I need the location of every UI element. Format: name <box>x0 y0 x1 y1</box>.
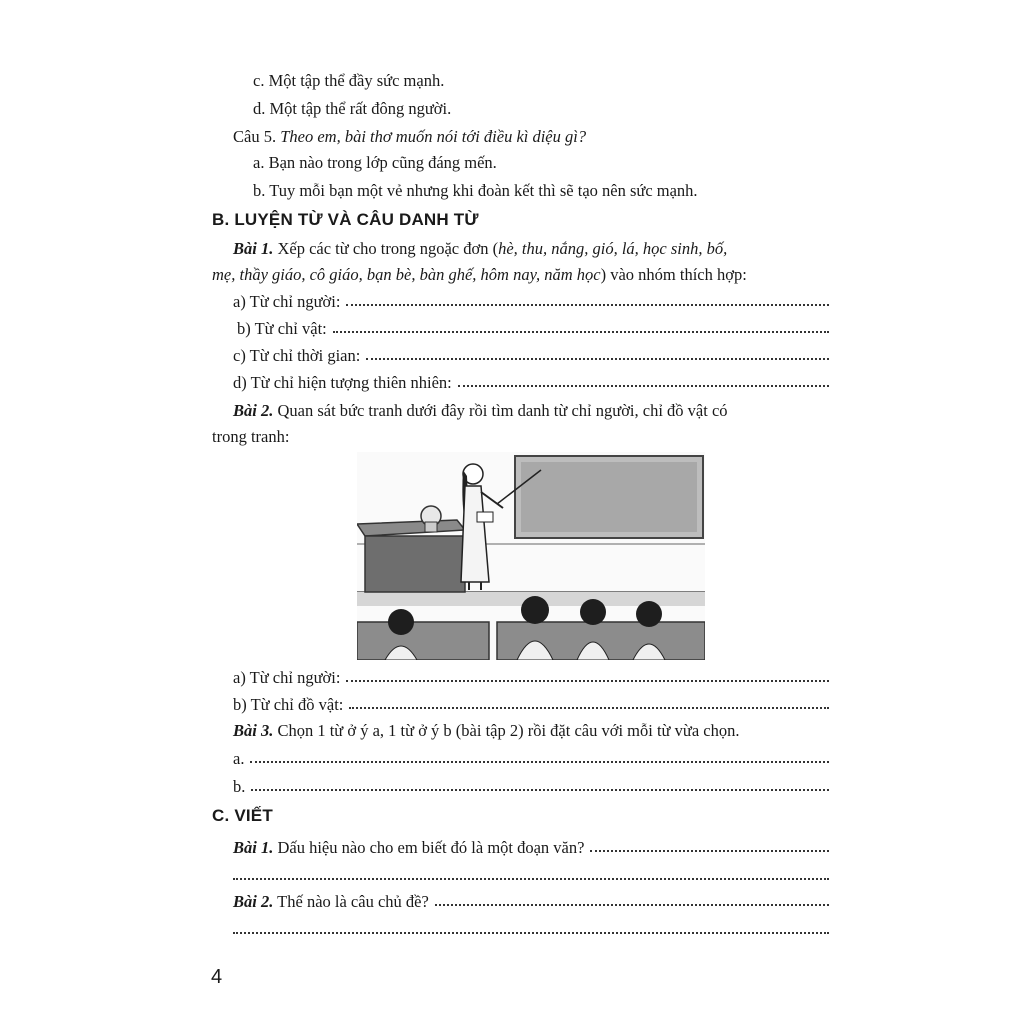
b-bai2-line2: trong tranh: <box>212 427 290 446</box>
c-bai2[interactable] <box>233 890 829 912</box>
answer-blank[interactable] <box>251 789 829 791</box>
b-bai2-label: Bài 2. <box>233 401 274 420</box>
answer-blank[interactable] <box>590 850 829 852</box>
b-bai1-item-c[interactable] <box>233 344 829 366</box>
student-head-shape <box>388 609 414 635</box>
b-bai3-text: Chọn 1 từ ở ý a, 1 từ ở ý b (bài tập 2) rồi đặt câu với mỗi từ vừa chọn. <box>273 721 740 740</box>
answer-a: a. Bạn nào trong lớp cũng đáng mến. <box>253 153 497 172</box>
section-c-heading: C. VIẾT <box>212 806 273 825</box>
b-bai2-item-a[interactable] <box>233 666 829 688</box>
b-bai1-item-d-label: d) Từ chỉ hiện tượng thiên nhiên: <box>233 373 452 392</box>
question-5-text: Theo em, bài thơ muốn nói tới điều kì diệu gì? <box>280 127 587 146</box>
c-bai1-label: Bài 1. <box>233 838 274 857</box>
classroom-illustration <box>357 452 705 660</box>
b-bai3-item-b[interactable] <box>233 775 829 797</box>
section-b-heading: B. LUYỆN TỪ VÀ CÂU DANH TỪ <box>212 210 479 229</box>
b-bai2-item-b[interactable] <box>233 693 829 715</box>
answer-b: b. Tuy mỗi bạn một vẻ nhưng khi đoàn kết thì sẽ tạo nên sức mạnh. <box>253 181 698 200</box>
question-5 <box>233 126 586 148</box>
b-bai2-text1: Quan sát bức tranh dưới đây rồi tìm danh từ chỉ người, chỉ đồ vật có <box>273 401 728 420</box>
b-bai1-item-b[interactable] <box>237 317 829 339</box>
b-bai1-line2 <box>212 264 747 286</box>
b-bai1-item-a[interactable] <box>233 290 829 312</box>
b-bai3-line <box>233 720 739 742</box>
option-c: c. Một tập thể đầy sức mạnh. <box>253 71 445 90</box>
option-d: d. Một tập thể rất đông người. <box>253 99 452 118</box>
b-bai1-item-c-label: c) Từ chỉ thời gian: <box>233 346 361 365</box>
answer-blank[interactable] <box>346 304 829 306</box>
b-bai1-item-b-label: b) Từ chỉ vật: <box>237 319 327 338</box>
student-head-shape <box>580 599 606 625</box>
answer-blank-line[interactable] <box>233 878 829 880</box>
b-bai1-item-d[interactable] <box>233 371 829 393</box>
b-bai2-line1 <box>233 400 728 422</box>
answer-blank[interactable] <box>333 331 829 333</box>
c-bai2-text: Thế nào là câu chủ đề? <box>273 892 429 911</box>
answer-blank[interactable] <box>366 358 829 360</box>
student-head-shape <box>521 596 549 624</box>
c-bai1-question <box>233 838 584 858</box>
b-bai2-item-b-label: b) Từ chỉ đồ vật: <box>233 695 344 714</box>
b-bai3-item-a-label: a. <box>233 749 245 768</box>
c-bai1-text: Dấu hiệu nào cho em biết đó là một đoạn văn? <box>273 838 585 857</box>
b-bai1-line1 <box>233 238 727 260</box>
b-bai2-item-a-label: a) Từ chỉ người: <box>233 668 341 687</box>
b-bai3-label: Bài 3. <box>233 721 274 740</box>
b-bai1-item-a-label: a) Từ chỉ người: <box>233 292 341 311</box>
student-head-shape <box>636 601 662 627</box>
c-bai2-label: Bài 2. <box>233 892 274 911</box>
b-bai1-label: Bài 1. <box>233 239 274 258</box>
answer-blank[interactable] <box>250 761 829 763</box>
answer-blank-line[interactable] <box>233 932 829 934</box>
b-bai1-text2: ) vào nhóm thích hợp: <box>600 265 747 284</box>
question-5-prefix: Câu 5. <box>233 127 281 146</box>
c-bai1[interactable] <box>233 836 829 858</box>
c-bai2-question <box>233 892 429 912</box>
b-bai1-text1: Xếp các từ cho trong ngoặc đơn ( <box>273 239 499 258</box>
answer-blank[interactable] <box>435 904 829 906</box>
b-bai1-words1: hè, thu, nắng, gió, lá, học sinh, bố, <box>498 239 728 258</box>
answer-blank[interactable] <box>346 680 829 682</box>
answer-blank[interactable] <box>458 385 829 387</box>
b-bai1-words2: mẹ, thầy giáo, cô giáo, bạn bè, bàn ghế, hôm nay, năm học <box>212 265 601 284</box>
b-bai3-item-b-label: b. <box>233 777 246 796</box>
answer-blank[interactable] <box>349 707 829 709</box>
b-bai3-item-a[interactable] <box>233 747 829 769</box>
page-number: 4 <box>211 966 223 988</box>
